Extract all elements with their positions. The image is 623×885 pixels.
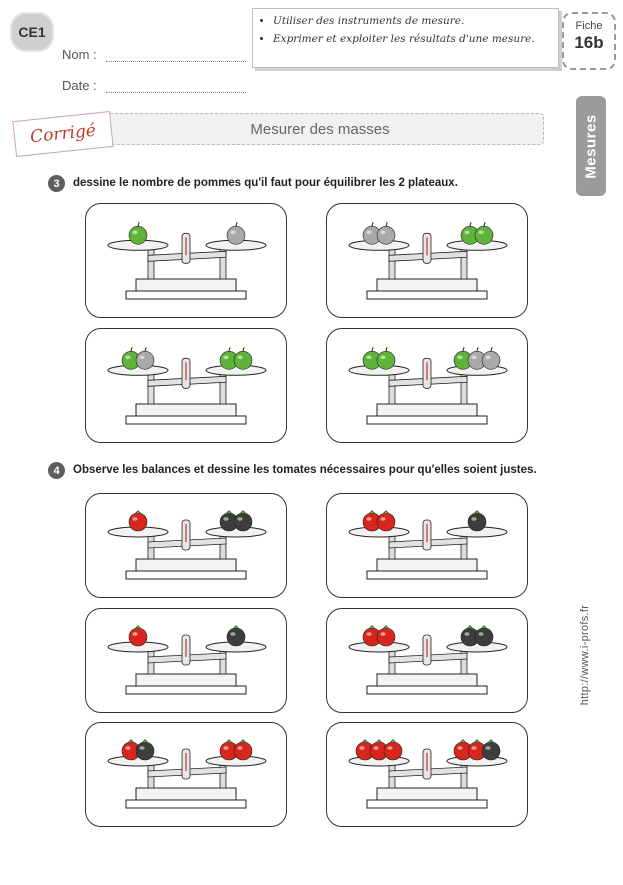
- balance-scale: [86, 329, 286, 442]
- tomato-icon: [468, 511, 486, 531]
- scale-card: [85, 328, 287, 443]
- side-tab: [576, 96, 606, 196]
- tomato-icon: [129, 626, 147, 646]
- name-line: [106, 60, 246, 62]
- apple-icon: [377, 347, 395, 369]
- balance-scale: [86, 494, 286, 597]
- balance-scale: [327, 204, 527, 317]
- name-label: Nom :: [62, 47, 97, 62]
- apple-icon: [234, 347, 252, 369]
- date-line: [106, 91, 246, 93]
- scale-drawing: [349, 222, 507, 299]
- scale-drawing: [108, 626, 266, 694]
- apple-icon: [129, 222, 147, 244]
- scale-drawing: [349, 347, 507, 424]
- footer-url-text: http://www.i-profs.fr: [579, 604, 591, 706]
- fiche-label: Fiche: [575, 20, 603, 32]
- scale-card: [85, 608, 287, 713]
- objective-item: • Utiliser des instruments de mesure.: [273, 15, 558, 27]
- scale-card: [85, 493, 287, 598]
- tomato-icon: [136, 740, 154, 760]
- tomato-icon: [384, 740, 402, 760]
- scale-card: [326, 493, 528, 598]
- scale-drawing: [108, 347, 266, 424]
- scale-card: [326, 722, 528, 827]
- balance-scale: [86, 723, 286, 826]
- level-badge: CE1: [10, 12, 54, 52]
- fiche-number: 16b: [574, 33, 604, 52]
- balance-scale: [327, 723, 527, 826]
- scale-drawing: [108, 511, 266, 579]
- balance-scale: [327, 609, 527, 712]
- date-label: Date :: [62, 78, 97, 93]
- tomato-icon: [234, 740, 252, 760]
- fiche-badge: [562, 12, 616, 70]
- page-title: Mesurer des masses: [96, 113, 544, 145]
- side-tab-label: Mesures: [582, 113, 600, 179]
- scale-card: [326, 608, 528, 713]
- scale-card: [85, 722, 287, 827]
- scale-drawing: [108, 740, 266, 808]
- balance-scale: [327, 329, 527, 442]
- scale-drawing: [349, 740, 507, 808]
- apple-icon: [482, 347, 500, 369]
- question-text: dessine le nombre de pommes qu'il faut pour équilibrer les 2 plateaux.: [73, 177, 458, 189]
- balance-scale: [86, 609, 286, 712]
- tomato-icon: [475, 626, 493, 646]
- tomato-icon: [129, 511, 147, 531]
- balance-scale: [327, 494, 527, 597]
- scale-drawing: [108, 222, 266, 299]
- scale-drawing: [349, 626, 507, 694]
- question-number: 4: [48, 462, 65, 479]
- question-text: Observe les balances et dessine les tomates nécessaires pour qu'elles soient justes.: [73, 464, 537, 476]
- apple-icon: [475, 222, 493, 244]
- scale-card: [326, 328, 528, 443]
- tomato-icon: [482, 740, 500, 760]
- tomato-icon: [234, 511, 252, 531]
- footer-url: [575, 590, 595, 720]
- scale-card: [85, 203, 287, 318]
- tomato-icon: [377, 626, 395, 646]
- objectives-box: [252, 8, 559, 68]
- objective-item: • Exprimer et exploiter les résultats d'une mesure.: [273, 33, 558, 45]
- apple-icon: [377, 222, 395, 244]
- apple-icon: [227, 222, 245, 244]
- tomato-icon: [227, 626, 245, 646]
- scale-drawing: [349, 511, 507, 579]
- balance-scale: [86, 204, 286, 317]
- question-number: 3: [48, 175, 65, 192]
- scale-card: [326, 203, 528, 318]
- corrige-stamp: Corrigé: [12, 111, 113, 157]
- tomato-icon: [377, 511, 395, 531]
- apple-icon: [136, 347, 154, 369]
